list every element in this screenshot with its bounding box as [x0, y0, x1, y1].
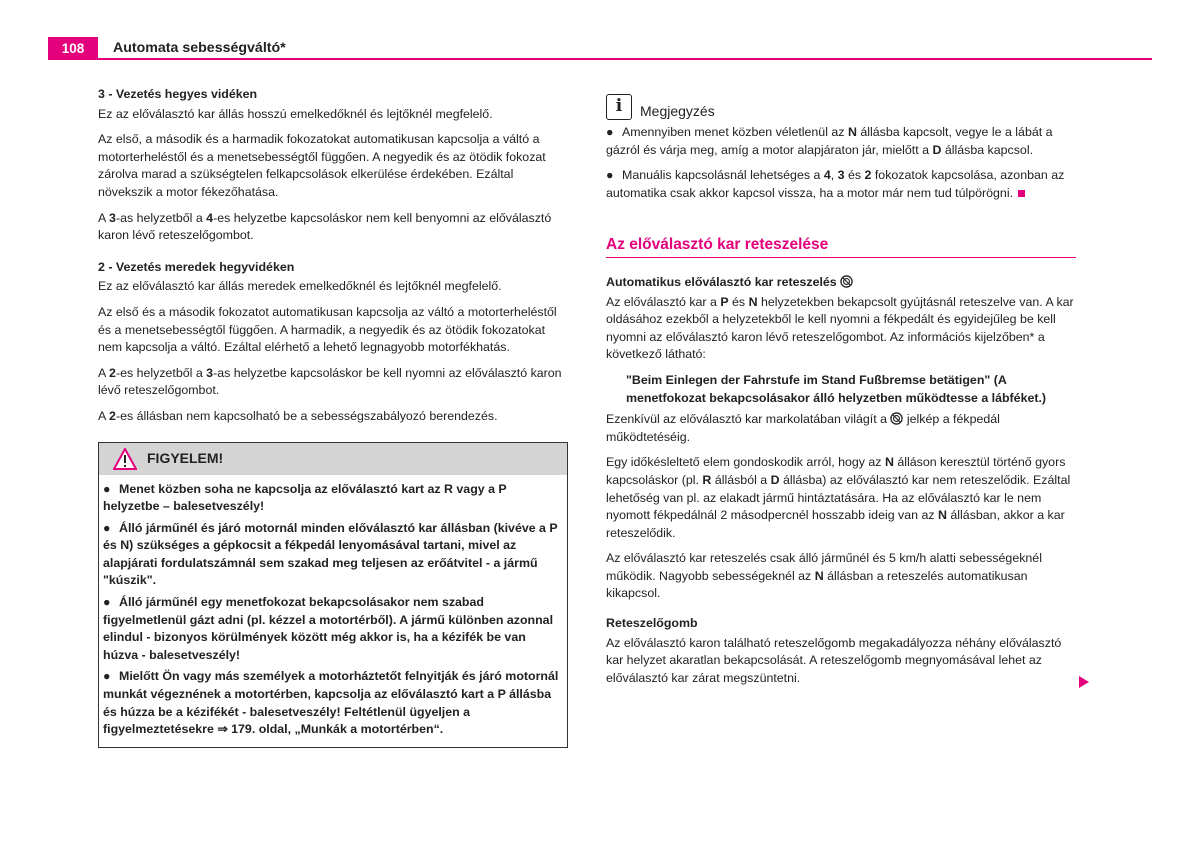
chapter-title: Automata sebességváltó* [113, 40, 286, 56]
section-title: Az előválasztó kar reteszelése [606, 236, 1076, 258]
warning-item: ● Mielőtt Ön vagy más személyek a motorháztetőt felnyitják és járó motornál munkát végeznének a motortérben, kapcsolja az előválasztó kart a P állásba és húzza be a kézifékét - balesetveszély! Feltétlenül ügyeljen a figyelmeztetésekre ⇒ 179. oldal, „Munkák a motortérben“. [103, 669, 559, 737]
note-item: ● Amennyiben menet közben véletlenül az N állásba kapcsolt, vegye le a lábát a gázról és várja meg, amíg a motor alapjáraton jár, mielőtt a D állásba kapcsol. [606, 125, 1053, 157]
paragraph: A 2-es helyzetből a 3-as helyzetbe kapcsoláskor be kell nyomni az előválasztó karon lévő reteszelőgombot. [98, 365, 562, 398]
info-icon: i [606, 94, 632, 120]
brake-pedal-icon [840, 275, 853, 288]
display-message: "Beim Einlegen der Fahrstufe im Stand Fußbremse betätigen" (A menetfokozat bekapcsolásakor álló helyzetben működtesse a lábféket.) [626, 372, 1047, 405]
warning-triangle-icon [113, 448, 137, 470]
warning-item: ● Menet közben soha ne kapcsolja az előválasztó kart az R vagy a P helyzetbe – balesetveszély! [103, 481, 507, 514]
warning-box [98, 442, 568, 748]
note-item: ● Manuális kapcsolásnál lehetséges a 4, 3 és 2 fokozatok kapcsolása, azonban az automatika csak akkor kapcsol vissza, ha a motor már nem tud túlpörögni. [606, 168, 1065, 200]
paragraph: Az előválasztó kar reteszelés csak álló járműnél és 5 km/h alatti sebességeknél működik. Nagyobb sebességeknél az N állásban a reteszelés automatikusan kikapcsol. [606, 551, 1042, 601]
note-header [606, 92, 1076, 122]
auto-lock-title: Automatikus előválasztó kar reteszelés [606, 274, 1076, 292]
page-number: 108 [48, 37, 98, 60]
paragraph: Az előválasztó karon található reteszelőgomb megakadályozza néhány előválasztó kar helyzet akaratlan bekapcsolását. A reteszelőgomb megnyomásával lehet az előválasztó kar zárat megszüntetni. [606, 635, 1062, 685]
note-title: Megjegyzés [640, 103, 715, 120]
lock-button-title: Reteszelőgomb [606, 616, 698, 631]
warning-body [99, 475, 567, 747]
section-3-title: 3 - Vezetés hegyes vidéken [98, 87, 258, 101]
warning-item: ● Álló járműnél egy menetfokozat bekapcsolásakor nem szabad figyelmetlenül gázt adni (pl. kézzel a motortérből). A jármű különben azonnal elindul - bizonyos körülmények között még akkor is, ha a kézifék be van húzva - balesetveszély! [103, 595, 554, 662]
section-2-title: 2 - Vezetés meredek hegyvidéken [98, 259, 295, 274]
paragraph: Az előválasztó kar a P és N helyzetekben bekapcsolt gyújtásnál reteszelve van. A kar oldásához ezekből a helyzetekből le kell nyomni a fékpedált és egyidejűleg be kell nyomni az előválasztó karon lévő reteszelőgombot. Az információs kijelzőben* a következő látható: [606, 294, 1074, 362]
paragraph: A 3-as helyzetből a 4-es helyzetbe kapcsoláskor nem kell benyomni az előválasztó karon lévő reteszelőgombot. [98, 210, 552, 243]
paragraph: Az első, a második és a harmadik fokozatokat automatikusan kapcsolja a váltó a motorterheléstől és a menetsebességtől függően. A negyedik és az ötödik fokozat zárolva marad a szükségtelen felkapcsolások elkerülése érdekében. Ezáltal növekszik a motor fékezőhatása. [98, 132, 546, 199]
end-mark-icon [1018, 190, 1025, 197]
paragraph: Az első és a második fokozatot automatikusan kapcsolja az váltó a motorterheléstől és a menetsebességtől függően. A harmadik, a negyedik és az ötödik fokozatokat nem kapcsolja a váltó. Ezáltal elérhető a lehető legnagyobb motorfékhatás. [98, 304, 557, 355]
next-page-arrow-icon[interactable] [1078, 675, 1090, 689]
paragraph: Ez az előválasztó kar állás meredek emelkedőknél és lejtőknél megfelelő. [98, 279, 502, 294]
left-column [98, 86, 568, 748]
header-rule [98, 58, 1152, 60]
warning-title: FIGYELEM! [147, 449, 224, 466]
warning-item: ● Álló járműnél és járó motornál minden előválasztó kar állásban (kivéve a P és N) szükséges a gépkocsit a fékpedál lenyomásával tartani, mivel az alapjárati fordulatszámnál sem szakad meg teljesen az erőátvitel - a jármű "kúszik". [103, 520, 558, 588]
paragraph: Egy időkésleltető elem gondoskodik arról, hogy az N álláson keresztül történő gyors kapcsoláskor (pl. R állásból a D állásba) az előválasztó kar nem reteszelődik. Ezáltal lehetőség van pl. az elakadt jármű hintáztatására. Ha az előválasztó kar le nem nyomott fékpedálnál 2 másodpercnél hosszabb ideig van az N állásban, akkor a kar reteszelődik. [606, 455, 1071, 540]
brake-pedal-icon [890, 412, 903, 425]
warning-header [99, 443, 567, 475]
paragraph: Ez az előválasztó kar állás hosszú emelkedőknél és lejtőknél megfelelő. [98, 106, 493, 121]
paragraph: A 2-es állásban nem kapcsolható be a sebességszabályozó berendezés. [98, 408, 498, 423]
right-column [606, 92, 1076, 695]
paragraph: Ezenkívül az előválasztó kar markolatában világít a jelkép a fékpedál működtetéséig. [606, 412, 1000, 444]
